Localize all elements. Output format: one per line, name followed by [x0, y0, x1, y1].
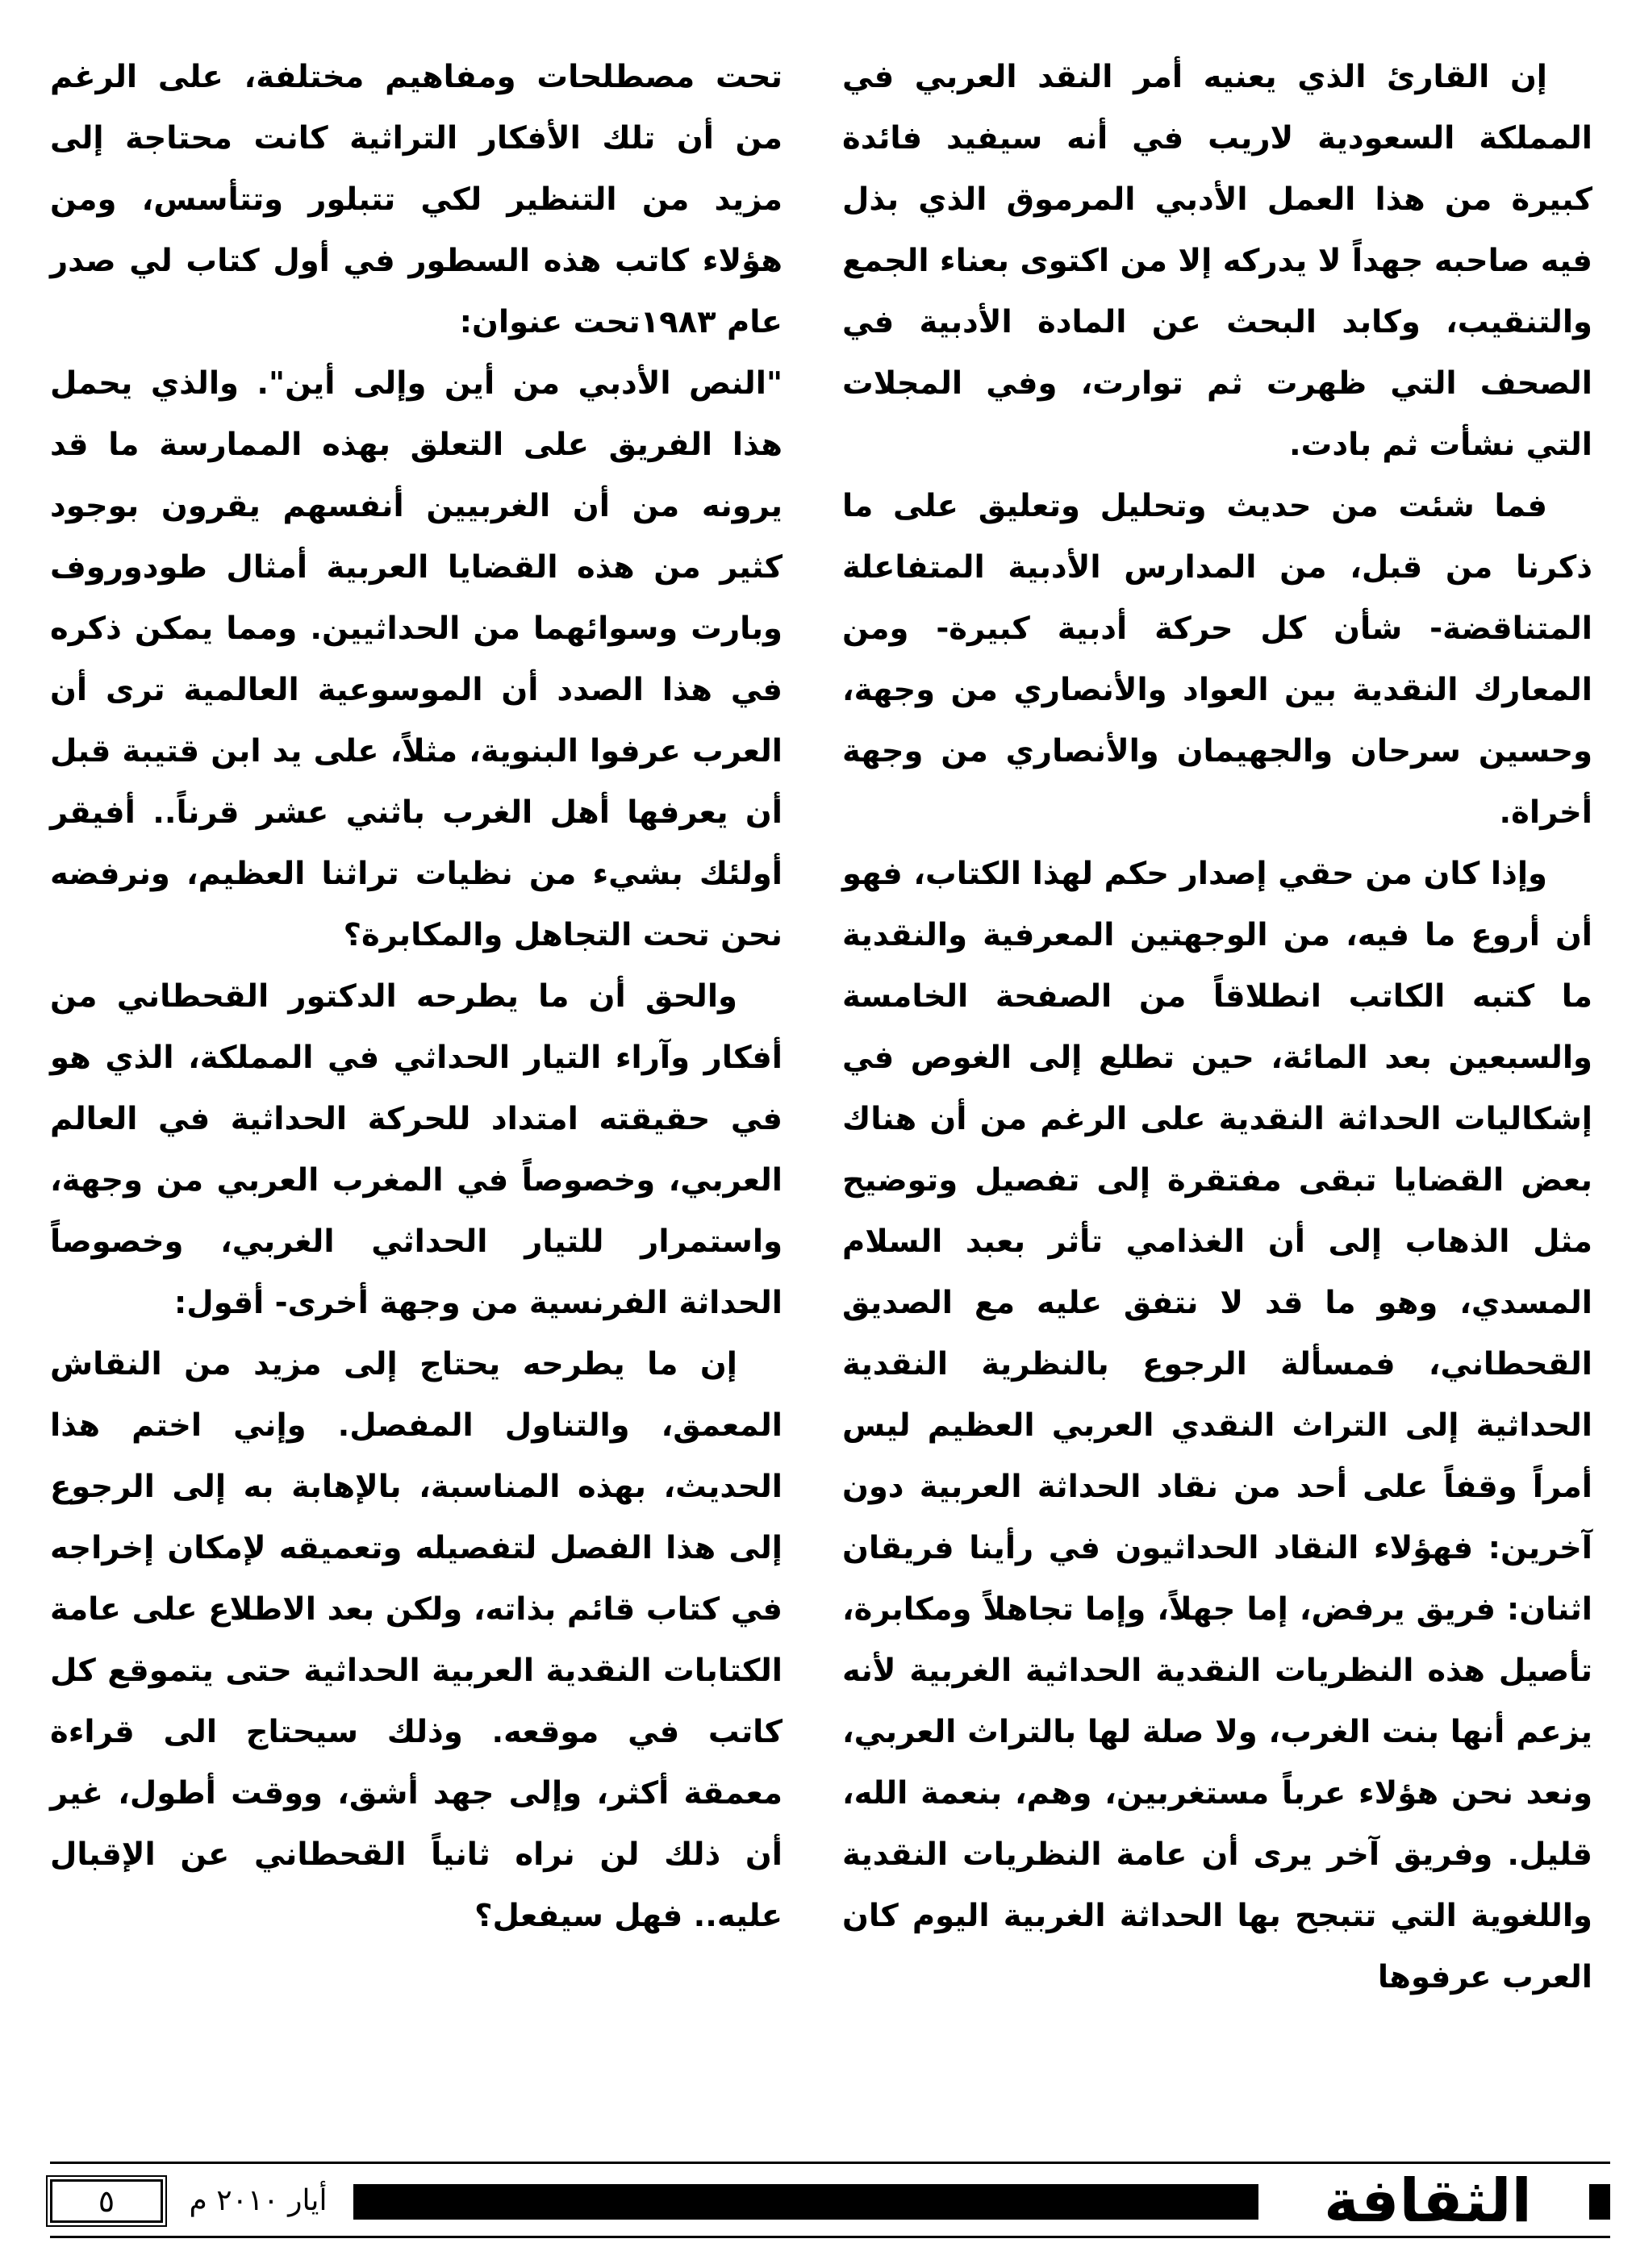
article-paragraph: إن القارئ الذي يعنيه أمر النقد العربي في المملكة السعودية لاريب في أنه سيفيد فائدة كبيرة من هذا العمل الأدبي المرموق الذي بذل فيه صاحبه جهداً لا يدركه إلا من اكتوى بعناء الجمع والتنقيب، وكابد البحث عن المادة الأدبية في الصحف التي ظهرت ثم توارت، وفي المجلات التي نشأت ثم بادت.	[842, 59, 1592, 463]
article-column-right	[842, 47, 1592, 2008]
article-paragraph: تحت مصطلحات ومفاهيم مختلفة، على الرغم من أن تلك الأفكار التراثية كانت محتاجة إلى مزيد من التنظير لكي تتبلور وتتأسس، ومن هؤلاء كاتب هذه السطور في أول كتاب لي صدر عام ١٩٨٣تحت عنوان:	[50, 59, 783, 340]
issue-date: أيار ٢٠١٠ م	[189, 2184, 328, 2217]
footer-divider	[50, 2162, 1610, 2164]
article-paragraph: "النص الأدبي من أين وإلى أين". والذي يحمل هذا الفريق على التعلق بهذه الممارسة ما قد يرونه من أن الغربيين أنفسهم يقرون بوجود كثير من هذه القضايا العربية أمثال طودوروف وبارت وسوائهما من الحداثيين. ومما يمكن ذكره في هذا الصدد أن الموسوعية العالمية ترى أن العرب عرفوا البنوية، مثلاً، على يد ابن قتيبة قبل أن يعرفها أهل الغرب باثني عشر قرناً.. أفيقر أولئك بشيء من نظيات تراثنا العظيم، ونرفضه نحن تحت التجاهل والمكابرة؟	[50, 365, 783, 953]
footer-divider-bottom	[50, 2236, 1610, 2238]
page-number: ٥	[50, 2179, 163, 2223]
article-column-left	[50, 47, 783, 1947]
footer-black-band	[353, 2184, 1258, 2220]
footer-black-band-end	[1589, 2184, 1610, 2220]
article-paragraph: والحق أن ما يطرحه الدكتور القحطاني من أفكار وآراء التيار الحداثي في المملكة، الذي هو في حقيقته امتداد للحركة الحداثية في العالم العربي، وخصوصاً في المغرب العربي من وجهة، واستمرار للتيار الحداثي الغربي، وخصوصاً الحداثة الفرنسية من وجهة أخرى- أقول:	[50, 978, 783, 1321]
article-paragraph: إن ما يطرحه يحتاج إلى مزيد من النقاش المعمق، والتناول المفصل. وإني اختم هذا الحديث، بهذه المناسبة، بالإهابة به إلى الرجوع إلى هذا الفصل لتفصيله وتعميقه لإمكان إخراجه في كتاب قائم بذاته، ولكن بعد الاطلاع على عامة الكتابات النقدية العربية الحداثية حتى يتموقع كل كاتب في موقعه. وذلك سيحتاج الى قراءة معمقة أكثر، وإلى جهد أشق، ووقت أطول، غير أن ذلك لن نراه ثانياً القحطاني عن الإقبال عليه.. فهل سيفعل؟	[50, 1346, 783, 1934]
article-paragraph: وإذا كان من حقي إصدار حكم لهذا الكتاب، فهو أن أروع ما فيه، من الوجهتين المعرفية والنقدية ما كتبه الكاتب انطلاقاً من الصفحة الخامسة والسبعين بعد المائة، حين تطلع إلى الغوص في إشكاليات الحداثة النقدية على الرغم من أن هناك بعض القضايا تبقى مفتقرة إلى تفصيل وتوضيح مثل الذهاب إلى أن الغذامي تأثر بعبد السلام المسدي، وهو ما قد لا نتفق عليه مع الصديق القحطاني، فمسألة الرجوع بالنظرية النقدية الحداثية إلى التراث النقدي العربي العظيم ليس أمراً وقفاً على أحد من نقاد الحداثة العربية دون آخرين: فهؤلاء النقاد الحداثيون في رأينا فريقان اثنان: فريق يرفض، إما جهلاً، وإما تجاهلاً ومكابرة، تأصيل هذه النظريات النقدية الحداثية الغربية لأنه يزعم أنها بنت الغرب، ولا صلة لها بالتراث العربي، ونعد نحن هؤلاء عرباً مستغربين، وهم، بنعمة الله، قليل. وفريق آخر يرى أن عامة النظريات النقدية واللغوية التي تتبجح بها الحداثة الغربية اليوم كان العرب عرفوها	[842, 856, 1592, 1995]
magazine-logo: الثقافة	[1324, 2166, 1532, 2236]
article-paragraph: فما شئت من حديث وتحليل وتعليق على ما ذكرنا من قبل، من المدارس الأدبية المتفاعلة المتناقضة- شأن كل حركة أدبية كبيرة- ومن المعارك النقدية بين العواد والأنصاري من وجهة، وحسين سرحان والجهيمان والأنصاري من وجهة أخراة.	[842, 488, 1592, 831]
